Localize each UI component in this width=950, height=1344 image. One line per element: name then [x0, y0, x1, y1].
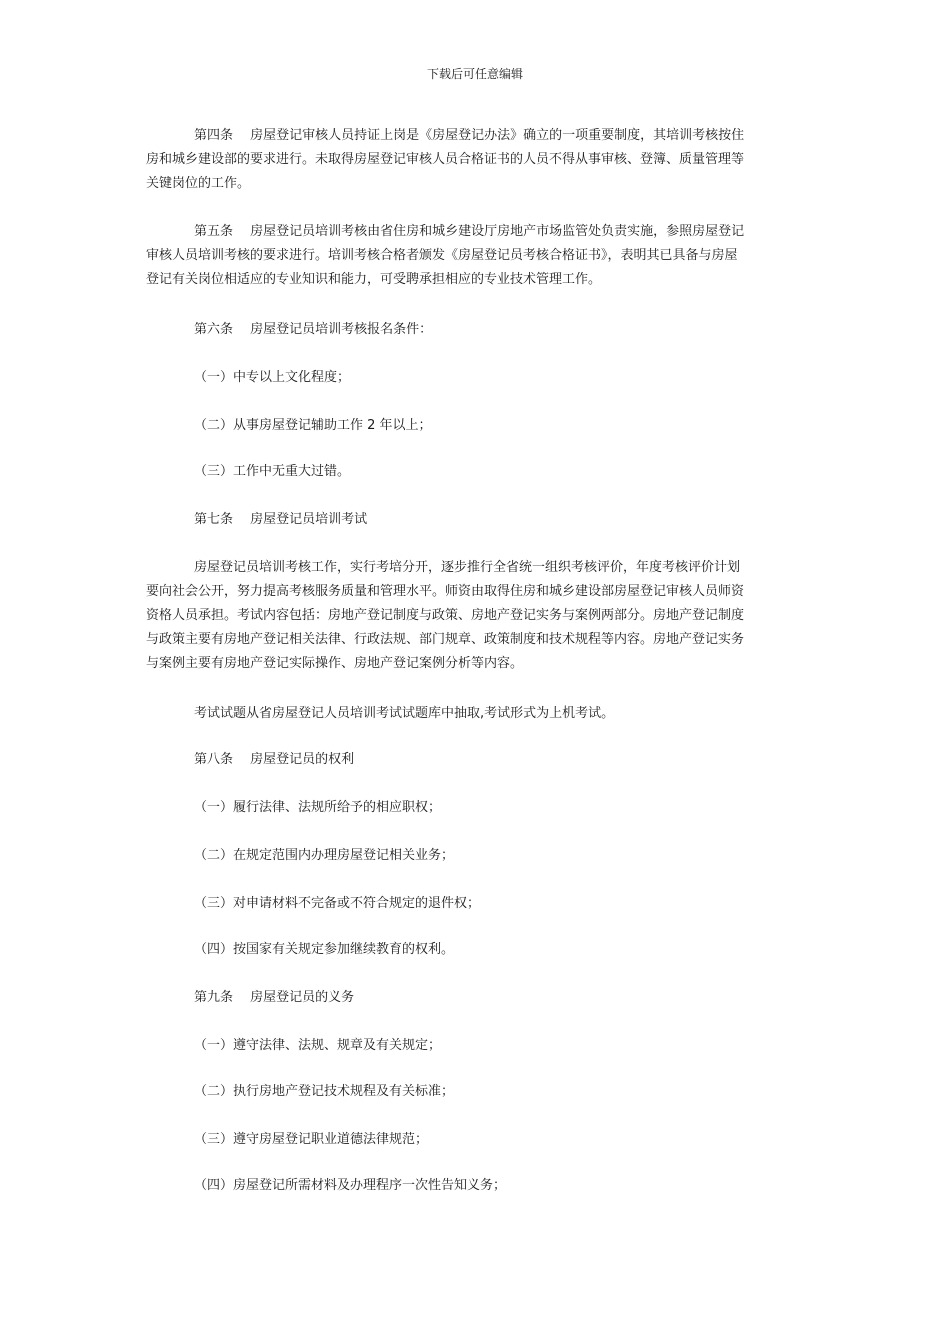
article-4-line-1: 第四条 房屋登记审核人员持证上岗是《房屋登记办法》确立的一项重要制度，其培训考核按住 [194, 128, 745, 143]
article-5-line-3: 登记有关岗位相适应的专业知识和能力，可受聘承担相应的专业技术管理工作。 [146, 272, 602, 287]
article-9-heading: 第九条 房屋登记员的义务 [194, 990, 355, 1005]
article-9-item-2: （二）执行房地产登记技术规程及有关标准； [194, 1084, 455, 1099]
article-5-line-1: 第五条 房屋登记员培训考核由省住房和城乡建设厅房地产市场监管处负责实施，参照房屋登记 [194, 224, 745, 239]
article-7-line-4: 与政策主要有房地产登记相关法律、行政法规、部门规章、政策制度和技术规程等内容。房地产登记实务 [146, 632, 745, 647]
article-6-heading: 第六条 房屋登记员培训考核报名条件： [194, 322, 433, 337]
article-7-line-1: 房屋登记员培训考核工作，实行考培分开，逐步推行全省统一组织考核评价，年度考核评价计划 [194, 560, 741, 575]
article-5-line-2: 审核人员培训考核的要求进行。培训考核合格者颁发《房屋登记员考核合格证书》，表明其已具备与房屋 [146, 248, 738, 263]
page-header: 下载后可任意编辑 [426, 67, 523, 81]
article-6-item-3: （三）工作中无重大过错。 [194, 464, 351, 479]
article-9-item-4: （四）房屋登记所需材料及办理程序一次性告知义务； [194, 1178, 507, 1193]
article-7-exam-text: 考试试题从省房屋登记人员培训考试试题库中抽取,考试形式为上机考试。 [194, 706, 615, 721]
article-6-item-2: （二）从事房屋登记辅助工作 2 年以上； [194, 418, 432, 433]
article-7-line-5: 与案例主要有房地产登记实际操作、房地产登记案例分析等内容。 [146, 656, 524, 671]
article-8-item-1: （一）履行法律、法规所给予的相应职权； [194, 800, 442, 815]
article-7-heading: 第七条 房屋登记员培训考试 [194, 512, 368, 527]
article-7-line-3: 资格人员承担。考试内容包括：房地产登记制度与政策、房地产登记实务与案例两部分。房地产登记制度 [146, 608, 745, 623]
article-8-item-3: （三）对申请材料不完备或不符合规定的退件权； [194, 896, 481, 911]
article-7-paragraph [146, 556, 806, 676]
article-7-line-2: 要向社会公开，努力提高考核服务质量和管理水平。师资由取得住房和城乡建设部房屋登记审核人员师资 [146, 584, 745, 599]
article-9-item-3: （三）遵守房屋登记职业道德法律规范； [194, 1132, 429, 1147]
article-4-line-3: 关键岗位的工作。 [146, 176, 251, 191]
article-8-heading: 第八条 房屋登记员的权利 [194, 752, 355, 767]
article-9-item-1: （一）遵守法律、法规、规章及有关规定； [194, 1038, 442, 1053]
article-8-item-2: （二）在规定范围内办理房屋登记相关业务； [194, 848, 455, 863]
article-4-line-2: 房和城乡建设部的要求进行。未取得房屋登记审核人员合格证书的人员不得从事审核、登簿、质量管理等 [146, 152, 745, 167]
article-6-item-1: （一）中专以上文化程度； [194, 370, 351, 385]
article-4-paragraph [146, 124, 806, 196]
article-8-item-4: （四）按国家有关规定参加继续教育的权利。 [194, 942, 455, 957]
article-5-paragraph [146, 220, 806, 292]
